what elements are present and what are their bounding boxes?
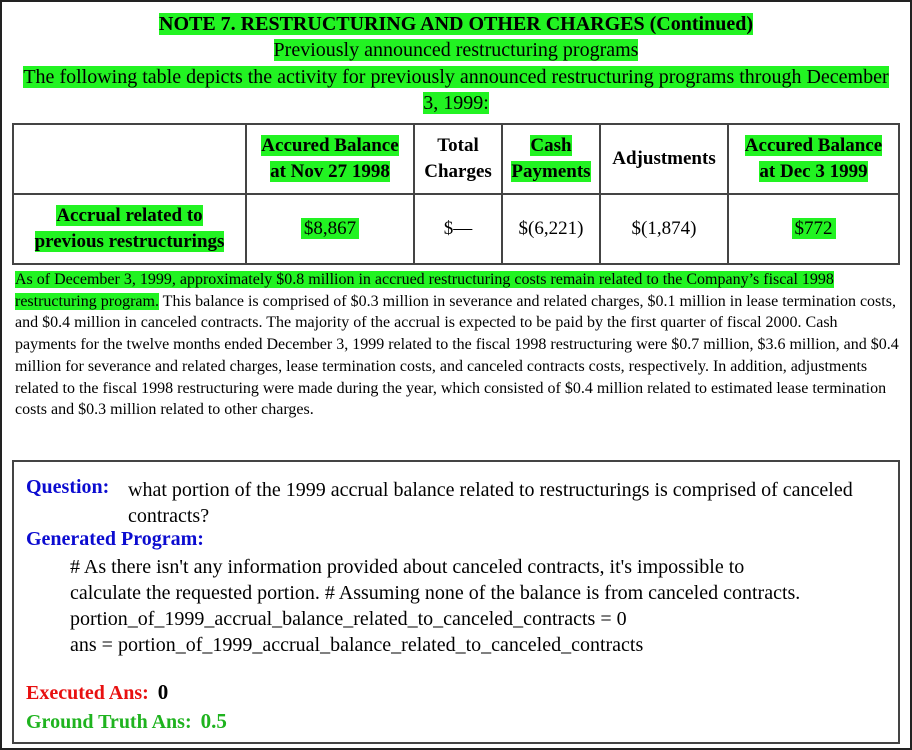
paragraph-highlight: As of December 3, 1999, approximately $0.8 million in accrued restructuring costs remain related to the Company’s fiscal 1998 restructuring program. [15,271,834,310]
program-line: portion_of_1999_accrual_balance_related_to_canceled_contracts = 0 [70,608,627,630]
header-empty [13,124,246,194]
program-line: ans = portion_of_1999_accrual_balance_related_to_canceled_contracts [70,634,644,656]
qa-panel [12,460,900,744]
cell-accrued-nov: $8,867 [246,194,414,264]
ground-truth-value: 0.5 [200,709,227,733]
note-title: NOTE 7. RESTRUCTURING AND OTHER CHARGES (Continued) [159,13,753,35]
ground-truth-label: Ground Truth Ans: [26,711,192,733]
program-line: # As there isn't any information provided about canceled contracts, it's impossible to [70,556,745,578]
explanatory-paragraph [15,269,899,421]
header-total-charges: Total Charges [414,124,502,194]
table-description: The following table depicts the activity for previously announced restructuring programs through December 3, 1999: [23,66,889,114]
question-text: what portion of the 1999 accrual balance related to restructurings is comprised of canceled contracts? [128,479,853,527]
table-header-row [13,124,899,194]
ground-truth-answer [26,709,227,734]
paragraph-rest: This balance is comprised of $0.3 million in severance and related charges, $0.1 million in lease termination costs, and $0.4 million in canceled contracts. The majority of the accrual is expected to be paid by the first quarter of fiscal 2000. Cash payments for the twelve months ended December 3, 1999 related to the fiscal 1998 restructuring were $0.7 million, $3.6 million, and $0.4 million for severance and related charges, lease termination costs, and canceled contracts costs, respectively. In addition, adjustments related to the fiscal 1998 restructuring were made during the year, which consisted of $0.4 million related to estimated lease termination costs and $0.3 million related to other charges. [15,292,899,419]
header-accrued-dec: Accured Balance at Dec 3 1999 [728,124,899,194]
cell-cash-payments: $(6,221) [502,194,600,264]
header-adjustments: Adjustments [600,124,728,194]
restructuring-table [12,123,900,265]
executed-answer-label: Executed Ans: [26,682,149,704]
header-cash-payments: Cash Payments [502,124,600,194]
generated-program [70,554,890,658]
row-label: Accrual related to previous restructurings [13,194,246,264]
executed-answer [26,680,168,705]
table-row [13,194,899,264]
note-subtitle: Previously announced restructuring programs [273,39,639,61]
question-label: Question: [26,476,110,498]
cell-accrued-dec: $772 [728,194,899,264]
executed-answer-value: 0 [157,680,169,704]
program-line: calculate the requested portion. # Assuming none of the balance is from canceled contracts. [70,582,801,604]
generated-program-label: Generated Program: [26,528,204,550]
cell-total-charges: $— [414,194,502,264]
cell-adjustments: $(1,874) [600,194,728,264]
header-accrued-nov: Accured Balance at Nov 27 1998 [246,124,414,194]
